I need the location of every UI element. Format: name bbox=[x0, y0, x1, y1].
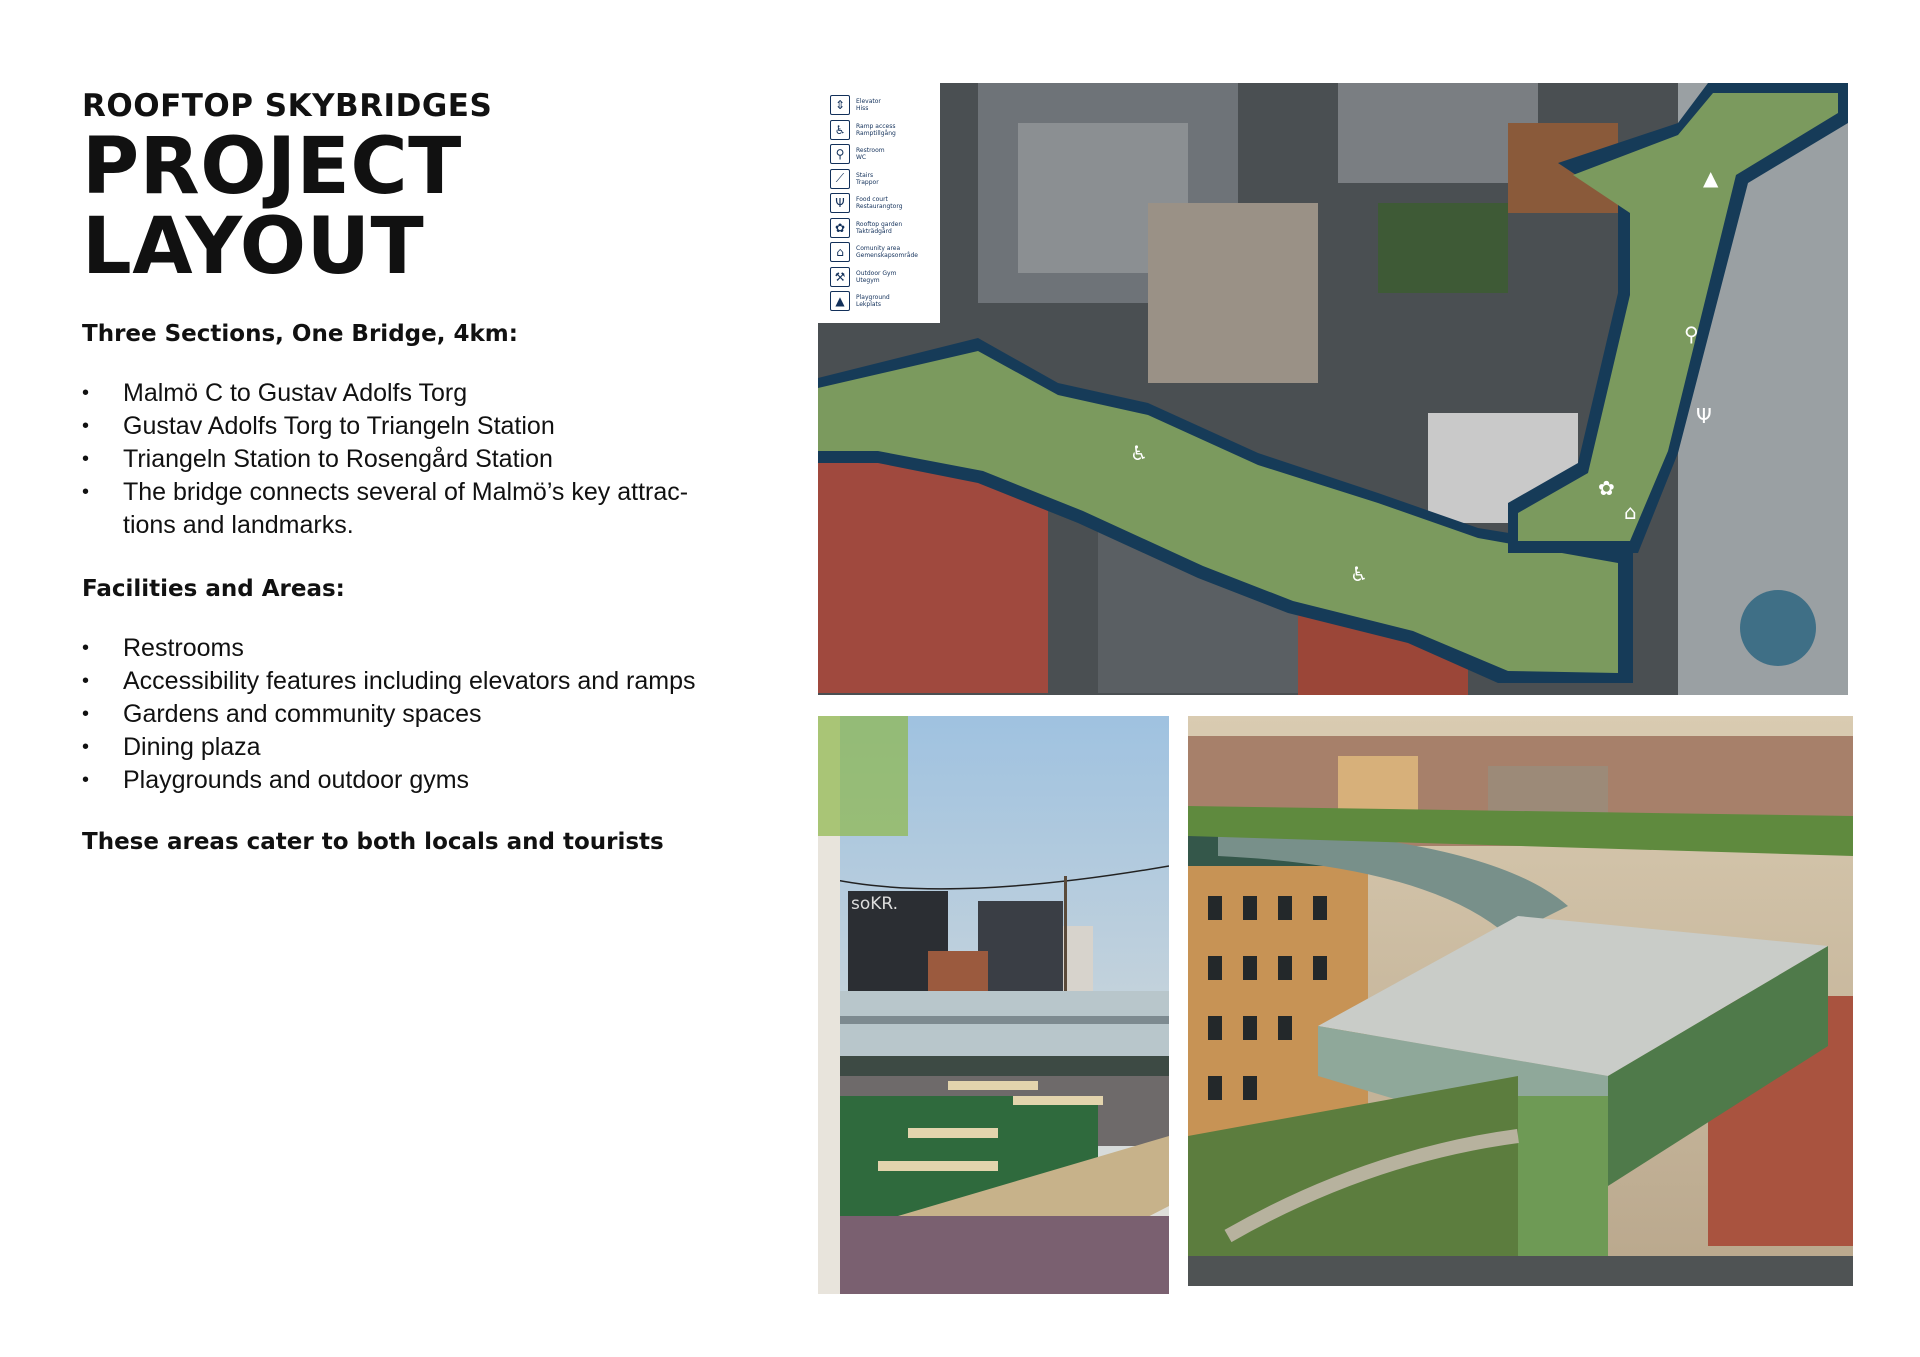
legend-label: WC bbox=[856, 154, 867, 162]
list-item: • Restrooms bbox=[82, 632, 722, 665]
legend-label: Playground bbox=[856, 294, 890, 302]
list-item: • Gustav Adolfs Torg to Triangeln Station bbox=[82, 410, 722, 443]
legend-label: Food court bbox=[856, 196, 888, 204]
legend-label: Rooftop garden bbox=[856, 220, 903, 228]
legend-label: Ramp access bbox=[856, 122, 896, 130]
legend-label: Outdoor Gym bbox=[856, 269, 897, 277]
ramp-icon: ♿ bbox=[830, 120, 850, 140]
restroom-icon: ⚲ bbox=[830, 144, 850, 164]
legend-label: Stairs bbox=[856, 171, 874, 179]
legend-label: Hiss bbox=[856, 105, 869, 113]
aerial-map-image bbox=[818, 83, 1848, 695]
legend-label: Takträdgård bbox=[856, 227, 892, 235]
overview-heading: Three Sections, One Bridge, 4km: bbox=[82, 321, 518, 348]
list-item: • Malmö C to Gustav Adolfs Torg bbox=[82, 377, 722, 410]
legend-label: Restaurangtorg bbox=[856, 203, 903, 211]
page-subtitle: ROOFTOP SKYBRIDGES bbox=[82, 88, 493, 124]
legend-label: Lekplats bbox=[856, 301, 882, 309]
text-panel bbox=[82, 88, 722, 855]
page-title: PROJECT LAYOUT bbox=[82, 122, 462, 292]
list-item: • Dining plaza bbox=[82, 731, 722, 764]
list-item: • The bridge connects several of Malmö’s key attrac-tions and landmarks. bbox=[82, 476, 722, 542]
legend-item bbox=[830, 93, 940, 118]
facilities-heading: Facilities and Areas: bbox=[82, 576, 345, 603]
elevator-icon: ⇕ bbox=[830, 95, 850, 115]
legend-item bbox=[830, 216, 940, 241]
legend-item bbox=[830, 240, 940, 265]
svg-text:♿: ♿ bbox=[1130, 441, 1148, 465]
rooftop-terrace-image bbox=[818, 716, 1169, 1294]
legend-item bbox=[830, 265, 940, 290]
legend-item bbox=[830, 167, 940, 192]
overview-section bbox=[82, 321, 722, 542]
svg-text:▲: ▲ bbox=[1703, 166, 1719, 190]
svg-text:soKR.: soKR. bbox=[851, 894, 899, 914]
map-legend bbox=[818, 83, 940, 323]
facilities-list bbox=[82, 632, 722, 797]
overview-list bbox=[82, 377, 722, 542]
rooftop-terrace-rendering bbox=[818, 716, 1169, 1294]
legend-item bbox=[830, 118, 940, 143]
svg-text:Ψ: Ψ bbox=[1696, 404, 1712, 428]
playground-icon: ▲ bbox=[830, 291, 850, 311]
legend-label: Comunity area bbox=[856, 245, 901, 253]
legend-label: Trappor bbox=[856, 178, 879, 186]
legend-label: Elevator bbox=[856, 98, 881, 106]
list-item: • Accessibility features including elevators and ramps bbox=[82, 665, 722, 698]
list-item: • Triangeln Station to Rosengård Station bbox=[82, 443, 722, 476]
legend-label: Ramptillgång bbox=[856, 129, 896, 137]
legend-label: Gemenskapsområde bbox=[856, 252, 918, 260]
community-area-icon: ⌂ bbox=[830, 242, 850, 262]
legend-item bbox=[830, 289, 940, 314]
svg-text:✿: ✿ bbox=[1598, 476, 1615, 500]
svg-text:⌂: ⌂ bbox=[1624, 500, 1637, 524]
legend-label: Utegym bbox=[856, 276, 880, 284]
skybridge-image bbox=[1188, 716, 1853, 1286]
legend-label: Restroom bbox=[856, 147, 885, 155]
legend-item bbox=[830, 191, 940, 216]
food-court-icon: Ψ bbox=[830, 193, 850, 213]
aerial-map bbox=[818, 83, 1848, 695]
facilities-section bbox=[82, 576, 722, 797]
list-item: • Gardens and community spaces bbox=[82, 698, 722, 731]
outdoor-gym-icon: ⚒ bbox=[830, 267, 850, 287]
svg-text:♿: ♿ bbox=[1350, 562, 1368, 586]
rooftop-garden-icon: ✿ bbox=[830, 218, 850, 238]
legend-item bbox=[830, 142, 940, 167]
skybridge-rendering bbox=[1188, 716, 1853, 1286]
svg-text:⚲: ⚲ bbox=[1684, 322, 1699, 346]
stairs-icon: ⟋ bbox=[830, 169, 850, 189]
list-item: • Playgrounds and outdoor gyms bbox=[82, 764, 722, 797]
closing-note: These areas cater to both locals and tourists bbox=[82, 829, 664, 856]
